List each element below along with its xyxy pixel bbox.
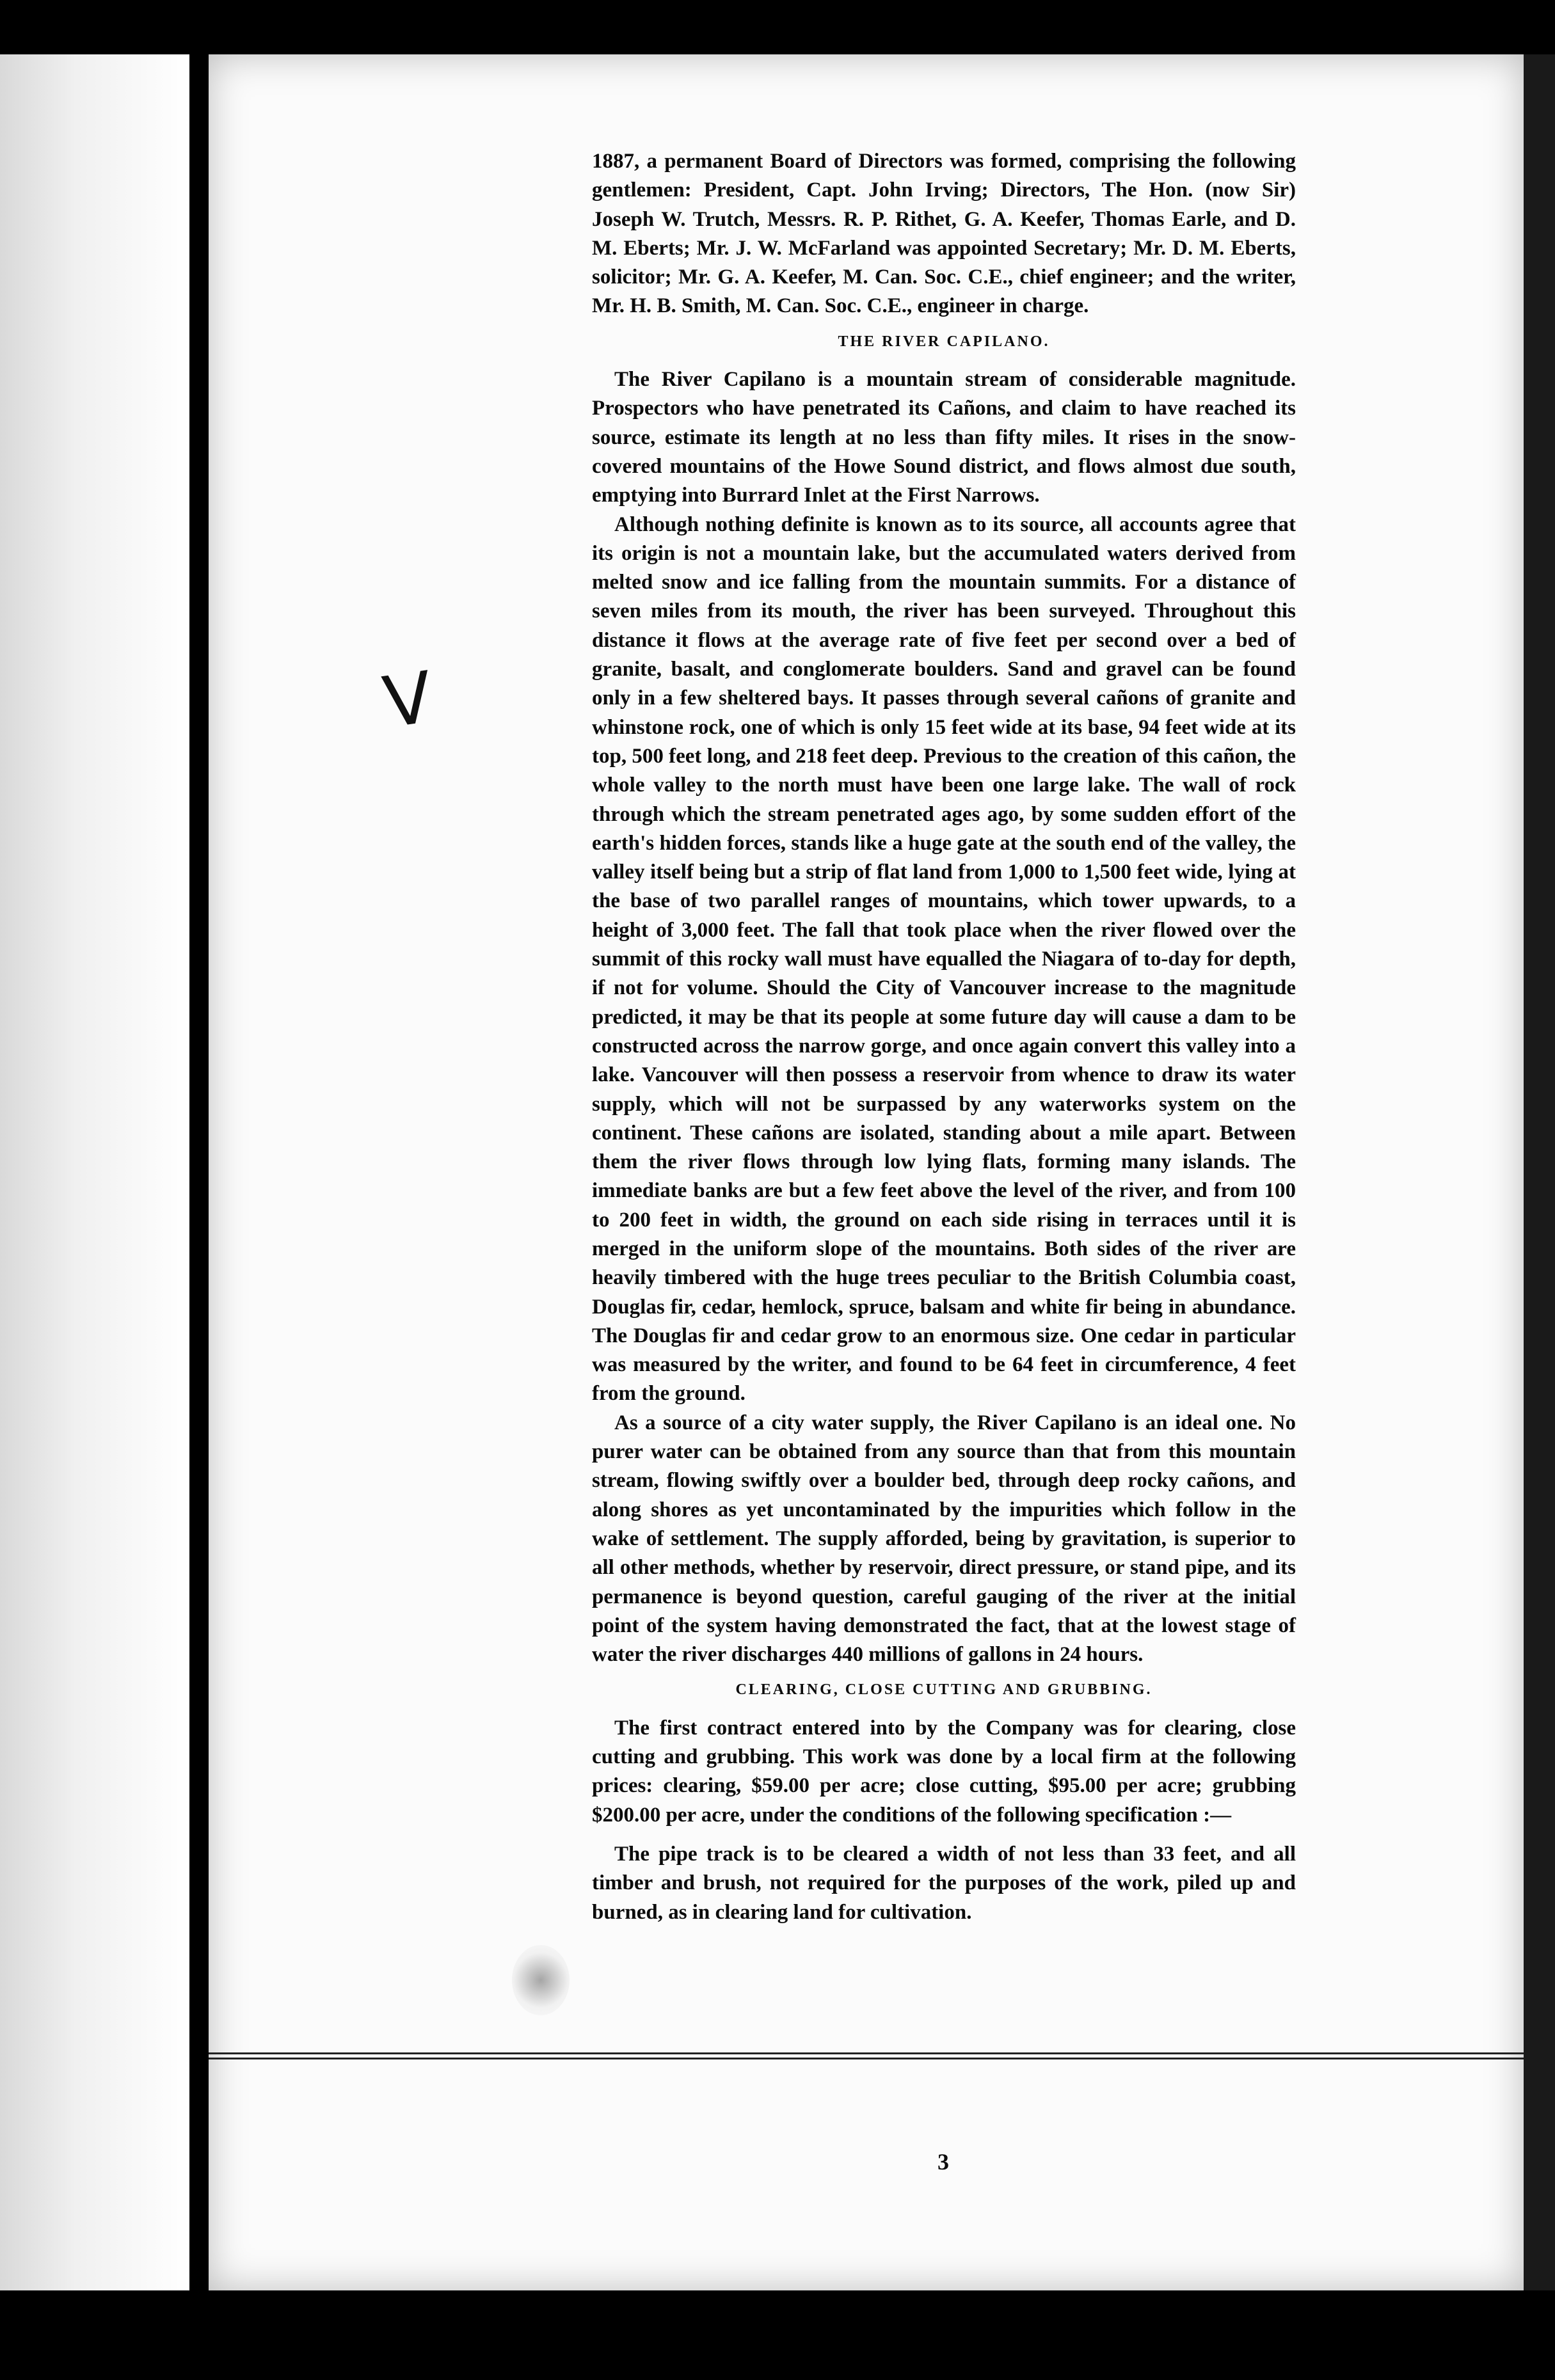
- section-heading-clearing: CLEARING, CLOSE CUTTING AND GRUBBING.: [735, 1681, 1152, 1699]
- fold-line-top: [209, 2052, 1524, 2054]
- facing-page-edge: [0, 54, 189, 2290]
- page-edge-shadow: [1524, 54, 1555, 2290]
- article-text: [592, 147, 1296, 1927]
- section-heading-river: THE RIVER CAPILANO.: [838, 333, 1050, 350]
- page-number: 3: [937, 2149, 949, 2175]
- paragraph: The River Capilano is a mountain stream of considerable magnitude. Prospectors who have penetrated its Cañons, and claim to have reached its source, estimate its length at no less than fifty miles. It rises in the snow-covered mountains of the Howe Sound district, and flows almost due south, emptying into Burrard Inlet at the First Narrows.: [592, 368, 1296, 507]
- margin-pencil-mark: V: [378, 656, 438, 744]
- paragraph: Although nothing definite is known as to its source, all accounts agree that its origin is not a mountain lake, but the accumulated waters derived from melted snow and ice falling from the mountain summits. For a distance of seven miles from its mouth, the river has been surveyed. Throughout this distance it flows at the average rate of five feet per second over a bed of granite, basalt, and conglomerate boulders. Sand and gravel can be found only in a few sheltered bays. It passes through several cañons of granite and whinstone rock, one of which is only 15 feet wide at its base, 94 feet wide at its top, 500 feet long, and 218 feet deep. Previous to the creation of this cañon, the whole valley to the north must have been one large lake. The wall of rock through which the stream penetrated ages ago, by some sudden effort of the earth's hidden forces, stands like a huge gate at the south end of the valley, the valley itself being but a strip of flat land from 1,000 to 1,500 feet wide, lying at the base of two parallel ranges of mountains, which tower upwards, to a height of 3,000 feet. The fall that took place when the river flowed over the summit of this rocky wall must have equalled the Niagara of to-day for depth, if not for volume. Should the City of Vancouver increase to the magnitude predicted, it may be that its people at some future day will cause a dam to be constructed across the narrow gorge, and once again convert this valley into a lake. Vancouver will then possess a reservoir from whence to draw its water supply, which will not be surpassed by any waterworks system on the continent. These cañons are isolated, standing about a mile apart. Between them the river flows through low lying flats, forming many islands. The immediate banks are but a few feet above the level of the river, and from 100 to 200 feet in width, the ground on each side rising in terraces until it is merged in the uniform slope of the mountains. Both sides of the river are heavily timbered with the huge trees peculiar to the British Columbia coast, Douglas fir, cedar, hemlock, spruce, balsam and white fir being in abundance. The Douglas fir and cedar grow to an enormous size. One cedar in particular was measured by the writer, and found to be 64 feet in circumference, 4 feet from the ground.: [592, 512, 1296, 1406]
- paragraph: The pipe track is to be cleared a width of not less than 33 feet, and all timber and brush, not required for the purposes of the work, piled up and burned, as in clearing land for cultivation.: [592, 1842, 1296, 1924]
- paragraph: As a source of a city water supply, the River Capilano is an ideal one. No purer water can be obtained from any source than that from this mountain stream, flowing swiftly over a boulder bed, through deep rocky cañons, and along shores as yet uncontaminated by the impurities which follow in the wake of settlement. The supply afforded, being by gravitation, is superior to all other methods, whether by reservoir, direct pressure, or stand pipe, and its permanence is beyond question, careful gauging of the river at the initial point of the system having demonstrated the fact, that at the lowest stage of water the river discharges 440 millions of gallons in 24 hours.: [592, 1411, 1296, 1667]
- paragraph: 1887, a permanent Board of Directors was formed, comprising the following gentlemen: President, Capt. John Irving; Directors, The Hon. (now Sir) Joseph W. Trutch, Messrs. R. P. Rithet, G. A. Keefer, Thomas Earle, and D. M. Eberts; Mr. J. W. McFarland was appointed Secretary; Mr. D. M. Eberts, solicitor; Mr. G. A. Keefer, M. Can. Soc. C.E., chief engineer; and the writer, Mr. H. B. Smith, M. Can. Soc. C.E., engineer in charge.: [592, 150, 1296, 318]
- paragraph: The first contract entered into by the Company was for clearing, close cutting and grubbing. This work was done by a local firm at the following prices: clearing, $59.00 per acre; close cutting, $95.00 per acre; grubbing $200.00 per acre, under the conditions of the following specification :—: [592, 1716, 1296, 1827]
- fold-line-bottom: [209, 2058, 1524, 2059]
- book-gutter: [189, 54, 209, 2290]
- ink-smudge: [512, 1945, 570, 2015]
